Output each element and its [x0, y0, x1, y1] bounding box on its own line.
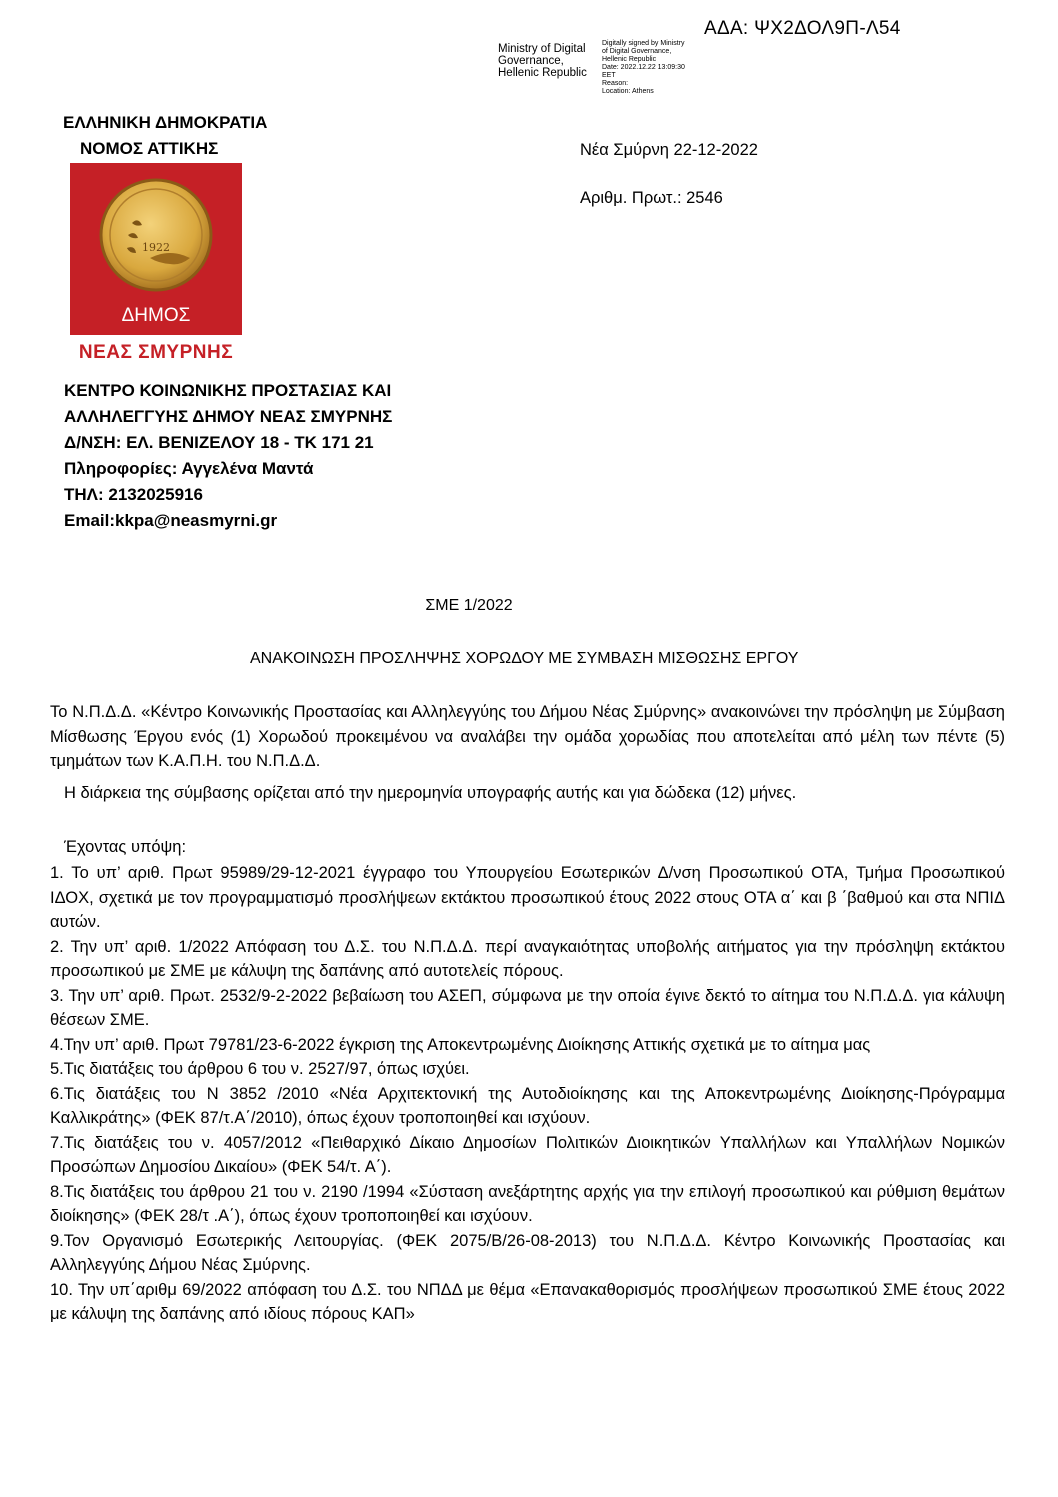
announcement-title: ΑΝΑΚΟΙΝΩΣΗ ΠΡΟΣΛΗΨΗΣ ΧΟΡΩΔΟΥ ΜΕ ΣΥΜΒΑΣΗ ΜΙΣΘΩΣΗΣ ΕΡΓΟΥ [250, 650, 799, 667]
signature-detail-line: Location: Athens [602, 88, 654, 95]
intro-paragraph: Το Ν.Π.Δ.Δ. «Κέντρο Κοινωνικής Προστασίας και Αλληλεγγύης του Δήμου Νέας Σμύρνης» ανακοινώνει την πρόσληψη με Σύμβαση Μίσθωσης Έργου ενός (1) Χορωδού προκειμένου να αναλάβει την ομάδα χορωδίας που αποτελείται από μέλη των πέντε (5) τμημάτων των Κ.Α.Π.Η. του Ν.Π.Δ.Δ. [50, 703, 1005, 770]
list-item: 3. Την υπ’ αριθ. Πρωτ. 2532/9-2-2022 βεβαίωση του ΑΣΕΠ, σύμφωνα με την οποία έγινε δεκτό το αίτημα του Ν.Π.Δ.Δ. για κάλυψη θέσεων ΣΜΕ. [50, 986, 1005, 1029]
having-regard-label: Έχοντας υπόψη: [64, 838, 187, 856]
signature-detail-line: Digitally signed by Ministry [602, 40, 685, 47]
list-item: 7.Τις διατάξεις του ν. 4057/2012 «Πειθαρχικό Δίκαιο Δημοσίων Πολιτικών Διοικητικών Υπαλλήλων και Υπαλλήλων Νομικών Προσώπων Δημοσίου Δικαίου» (ΦΕΚ 54/τ. Α΄). [50, 1133, 1005, 1176]
list-item: 2. Την υπ’ αριθ. 1/2022 Απόφαση του Δ.Σ. του Ν.Π.Δ.Δ. περί αναγκαιότητας υποβολής αιτήματος για την πρόσληψη εκτάκτου προσωπικού με ΣΜΕ με κάλυψη της δαπάνης από αυτοτελείς πόρους. [50, 937, 1005, 980]
info-line: Πληροφορίες: Αγγελένα Μαντά [64, 459, 314, 478]
list-item: 5.Τις διατάξεις του άρθρου 6 του ν. 2527/97, όπως ισχύει. [50, 1060, 470, 1078]
list-item: 8.Τις διατάξεις του άρθρου 21 του ν. 2190 /1994 «Σύσταση ανεξάρτητης αρχής για την επιλογή προσωπικού και ρύθμιση θεμάτων διοίκησης» (ΦΕΚ 28/τ .Α΄), όπως έχουν τροποποιηθεί και ισχύουν. [50, 1182, 1005, 1225]
protocol-number: Αριθμ. Πρωτ.: 2546 [580, 189, 723, 207]
signature-detail-line: Reason: [602, 80, 629, 87]
email-line: Email:kkpa@neasmyrni.gr [64, 511, 278, 530]
list-item: 4.Την υπ’ αριθ. Πρωτ 79781/23-6-2022 έγκριση της Αποκεντρωμένης Διοίκησης Αττικής σχετικά με το αίτημα μας [50, 1035, 871, 1054]
organization-contact-block [64, 378, 392, 534]
signature-issuer [498, 43, 598, 79]
logo-dimos: ΔΗΜΟΣ [121, 305, 191, 326]
coin-emblem-icon [70, 163, 242, 335]
republic-heading: ΕΛΛΗΝΙΚΗ ΔΗΜΟΚΡΑΤΙΑ [63, 113, 268, 132]
organization-line: ΚΕΝΤΡΟ ΚΟΙΝΩΝΙΚΗΣ ΠΡΟΣΤΑΣΙΑΣ ΚΑΙ [64, 381, 392, 400]
list-item: 1. Το υπ’ αριθ. Πρωτ 95989/29-12-2021 έγγραφο του Υπουργείου Εσωτερικών Δ/νση Προσωπικού ΟΤΑ, Τμήμα Προσωπικού ΙΔΟΧ, σχετικά με τον προγραμματισμό προσλήψεων εκτάκτου προσωπικού έτους 2022 στους ΟΤΑ α΄ και β ΄βαθμού και στα ΝΠΙΔ αυτών. [50, 864, 1005, 931]
logo-arc-text [70, 163, 123, 166]
logo-year: 1922 [142, 241, 170, 254]
signature-issuer-line: Hellenic Republic [498, 67, 587, 79]
duration-paragraph: Η διάρκεια της σύμβασης ορίζεται από την ημερομηνία υπογραφής αυτής και για δώδεκα (12) μήνες. [64, 784, 797, 802]
list-item: 9.Τον Οργανισμό Εσωτερικής Λειτουργίας. (ΦΕΚ 2075/Β/26-08-2013) του Ν.Π.Δ.Δ. Κέντρο Κοινωνικής Προστασίας και Αλληλεγγύης Δήμου Νέας Σμύρνης. [50, 1231, 1005, 1274]
list-item: 10. Την υπ΄αριθμ 69/2022 απόφαση του Δ.Σ. του ΝΠΔΔ με θέμα «Επανακαθορισμός προσλήψεων προσωπικού ΣΜΕ έτους 2022 με κάλυψη της δαπάνης από ιδίους πόρους ΚΑΠ» [50, 1280, 1005, 1323]
signature-detail-line: Date: 2022.12.22 13:09:30 [602, 64, 685, 71]
document-date: Νέα Σμύρνη 22-12-2022 [580, 141, 758, 159]
sme-code: ΣΜΕ 1/2022 [425, 597, 513, 614]
municipality-name: ΝΕΑΣ ΣΜΥΡΝΗΣ [78, 342, 234, 363]
address-line: Δ/ΝΣΗ: ΕΛ. ΒΕΝΙΖΕΛΟΥ 18 - ΤΚ 171 21 [64, 433, 374, 452]
signature-detail-line: of Digital Governance, [602, 48, 672, 55]
ada-code: ΑΔΑ: ΨΧ2ΔΟΛ9Π-Λ54 [704, 18, 901, 39]
signature-detail-line: Hellenic Republic [602, 56, 657, 63]
organization-line: ΑΛΛΗΛΕΓΓΥΗΣ ΔΗΜΟΥ ΝΕΑΣ ΣΜΥΡΝΗΣ [64, 407, 393, 426]
phone-line: ΤΗΛ: 2132025916 [64, 485, 203, 504]
municipality-logo [70, 163, 242, 335]
considerations-list [50, 861, 1005, 1327]
signature-details [602, 40, 722, 96]
prefecture-heading: ΝΟΜΟΣ ΑΤΤΙΚΗΣ [80, 139, 219, 158]
signature-issuer-line: Governance, [498, 55, 564, 67]
signature-detail-line: EET [602, 72, 616, 79]
list-item: 6.Τις διατάξεις του Ν 3852 /2010 «Νέα Αρχιτεκτονική της Αυτοδιοίκησης και της Αποκεντρωμένης Διοίκησης-Πρόγραμμα Καλλικράτης» (ΦΕΚ 87/τ.Α΄/2010), όπως έχουν τροποποιηθεί και ισχύουν. [50, 1084, 1005, 1127]
signature-issuer-line: Ministry of Digital [498, 43, 586, 55]
